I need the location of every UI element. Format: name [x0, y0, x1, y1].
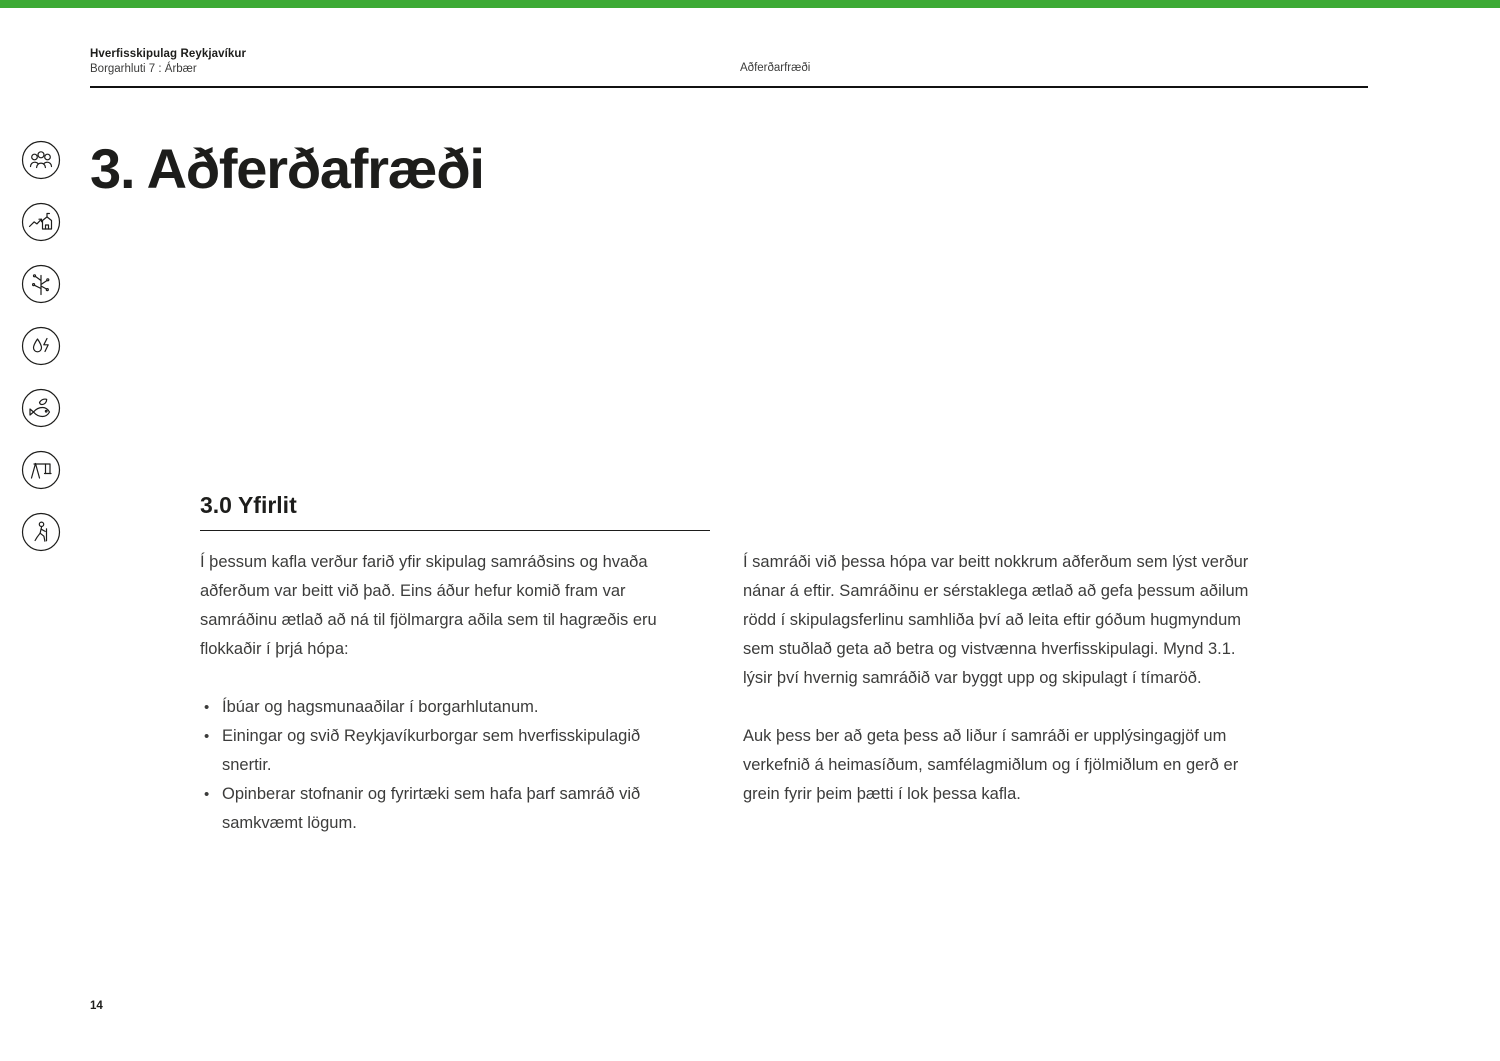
- accent-top-bar: [0, 0, 1500, 8]
- ecology-fish-icon: [21, 388, 61, 428]
- sidebar-icon-column: [21, 140, 61, 574]
- page-number: 14: [90, 1000, 103, 1012]
- left-column: [200, 548, 692, 838]
- section-heading-underline: [200, 530, 710, 531]
- left-intro-paragraph: Í þessum kafla verður farið yfir skipulag samráðsins og hvaða aðferðum var beitt við það. Eins áður hefur komið fram var samráðinu ætlað að ná til fjölmargra aðila sem til hagræðis eru flokkaðir í þrjá hópa:: [200, 553, 657, 658]
- document-title: Hverfisskipulag Reykjavíkur: [90, 48, 247, 60]
- right-paragraph-2: Auk þess ber að geta þess að liður í samráði er upplýsingagjöf um verkefnið á heimasíðum, samfélagmiðlum og í fjölmiðlum en gerð er grein fyrir þeim þætti í lok þessa kafla.: [743, 727, 1239, 803]
- city-development-icon: [21, 202, 61, 242]
- document-subtitle: Borgarhluti 7 : Árbær: [90, 63, 197, 75]
- header-section-label: Aðferðarfræði: [740, 62, 811, 74]
- community-icon: [21, 140, 61, 180]
- nature-tree-icon: [21, 264, 61, 304]
- right-paragraph-1: Í samráði við þessa hópa var beitt nokkrum aðferðum sem lýst verður nánar á eftir. Samráðinu er sérstaklega ætlað að gefa þessum aðilum rödd í skipulagsferlinu samhliða því að leita eftir góðum hugmyndum sem stuðlað geta að betra og vistvænna hverfisskipulagi. Mynd 3.1. lýsir því hvernig samráðið var byggt upp og skipulagt í tímaröð.: [743, 553, 1249, 687]
- section-heading: 3.0 Yfirlit: [200, 492, 297, 518]
- chapter-title: 3. Aðferðafræði: [90, 137, 484, 200]
- stakeholder-bullet-list: [200, 693, 692, 838]
- header: [90, 48, 246, 75]
- header-divider: [90, 86, 1368, 88]
- playground-icon: [21, 450, 61, 490]
- hiking-icon: [21, 512, 61, 552]
- water-energy-icon: [21, 326, 61, 366]
- list-item: • Opinberar stofnanir og fyrirtæki sem hafa þarf samráð við samkvæmt lögum.: [200, 780, 692, 838]
- list-item: • Einingar og svið Reykjavíkurborgar sem hverfisskipulagið snertir.: [200, 722, 692, 780]
- right-column: [743, 548, 1261, 809]
- list-item: • Íbúar og hagsmunaaðilar í borgarhlutanum.: [200, 693, 692, 722]
